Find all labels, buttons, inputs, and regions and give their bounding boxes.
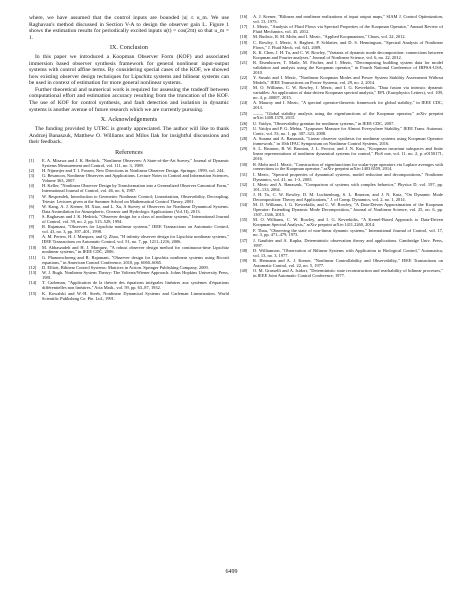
reference-text: D. Williamson, "Observation of Bilinear Systems with Application to Biological Control," Automatica, vol. 13, no. 3, 1977. (253, 247, 443, 258)
reference-item (29, 246, 229, 256)
reference-number: [2] (29, 167, 35, 173)
reference-text: M. O. Williams, I. G. Kevrekidis, and C. W. Rowley, "A Data-Driven Approximation of the Koopman Operator: Extending Dynamic Mode Decomposition," Journal of Nonlinear Science, vol. 25, no. 6, pp. 1307–1346, 2015. (253, 202, 443, 217)
reference-number: [5] (29, 193, 35, 199)
reference-number: [23] (240, 85, 248, 91)
reference-item (29, 184, 229, 194)
reference-item (240, 218, 443, 228)
reference-number: [8] (29, 224, 35, 230)
reference-text: I. Mezic, "Spectral properties of dynamical systems, model reduction and decompositions," Nonlinear Dynamics, vol. 41, no. 1-3, 2005. (253, 171, 443, 182)
reference-number: [11] (29, 254, 37, 260)
reference-text: M. Budisic, R. M. Mohr, and I. Mezic, "Applied Koopmanism," Chaos, vol. 22, 2012. (253, 34, 406, 40)
reference-item (240, 101, 443, 111)
reference-number: [40] (240, 268, 248, 274)
reference-text: R. Rajamani, "Observers for Lipschitz nonlinear systems," IEEE Transactions on Automatic Control, vol. 43, no. 3, pp. 397–401, 1998. (42, 224, 229, 235)
reference-text: J. H. Tu, C. W. Rowley, D. M. Luchtenburg, S. L. Brunton, and J. N. Kutz, "On Dynamic Mode Decomposition: Theory and Applications," J. of Comp. Dynamics, vol. 2, no. 1, 2014. (253, 192, 443, 202)
reference-text: U. Vaidya, "Observability gramian for nonlinear systems," in IEEE CDC, 2007. (253, 120, 395, 126)
reference-text: O. M. Grasselli and A. Isidori, "Deterministic state reconstruction and reachability of bilinear processes," in IEEE Joint Automatic Control Conference, 1977. (253, 268, 443, 279)
page-number: 6499 (225, 569, 238, 575)
reference-text: W. Respondek, Introduction to Geometric Nonlinear Control; Linearization, Observability, Decoupling. Trieste: Lectures given at the Summer School on Mathematical Control Theory, 2001. (42, 193, 229, 204)
reference-text: B. Eisenhower, T. Maile, M. Fischer, and I. Mezic, "Decomposing building system data for model validation and analysis using the Koopman operator," in Fourth National Conference of IBPSA-USA, 2010. (253, 60, 443, 75)
references-heading: References (115, 149, 143, 156)
reference-text: D. Elliott, Bilinear Control Systems: Matrices in Action. Springer Publishing Company, 2009. (42, 264, 209, 270)
reference-number: [17] (240, 24, 248, 30)
reference-number: [26] (240, 120, 248, 126)
reference-number: [25] (240, 110, 248, 116)
reference-number: [3] (29, 173, 35, 179)
reference-number: [39] (240, 258, 248, 264)
reference-text: I. Mezic, "Analysis of Fluid Flows via Spectral Properties of the Koopman Operator," Annual Review of Fluid Mechanics, vol. 45, 2012. (253, 24, 443, 35)
reference-number: [14] (29, 280, 37, 286)
reference-item (240, 147, 443, 162)
conclusion-paragraph-2: Further theoretical and numerical work is required for assessing the tradeoff between computational effort and estimation accuracy resulting from the truncation of the KOF. The use of KOF for control synthesis, and fault detection and isolation in dynamic systems is another avenue of future research which we are currently pursuing. (29, 86, 229, 113)
reference-item (240, 41, 443, 51)
reference-number: [29] (240, 146, 248, 152)
reference-number: [32] (240, 181, 248, 187)
reference-number: [30] (240, 161, 248, 167)
reference-number: [18] (240, 34, 248, 40)
reference-number: [21] (240, 60, 248, 66)
reference-text: U. Vaidya and P. G. Mehta, "Lyapunov Measure for Almost Everywhere Stability," IEEE Trans. Automat. Contr., vol. 53, no. 1, pp. 307–323, 2008. (253, 126, 443, 136)
reference-number: [19] (240, 39, 248, 45)
reference-number: [22] (240, 75, 248, 81)
reference-text: M. Abbaszadeh and H. J. Marquez, "A robust observer design method for continuous-time Lipschitz nonlinear systems," in IEEE CDC, 2006. (42, 244, 229, 255)
reference-text: M. O. Williams, C. W. Rowley, I. Mezic, and I. G. Kevrekidis, "Data fusion via intrinsic dynamic variables: An application of data-driven Koopman spectral analysis," EPL (Europhysics Letters), vol. 109, no. 4, p. 40007, 2015. (253, 85, 443, 101)
reference-item (240, 61, 443, 76)
reference-text: ——, "Global stability analysis using the eigenfunctions of the Koopman operator," arXiv preprint arXiv:1408.1379, 2015. (253, 110, 443, 121)
reference-text: S. Raghavan and J. K. Hedrick, "Observer design for a class of nonlinear systems," International Journal of Control, vol. 59, no. 2, pp. 515–528, 1994. (42, 214, 229, 224)
reference-number: [9] (29, 234, 35, 240)
references-list-right (240, 15, 443, 279)
reference-text: K. K. Chen, J. H. Tu, and C. W. Rowley, "Variants of dynamic mode decomposition: connections between Koopman and Fourier analyses," Journal of Nonlinear Science, vol. 6, no. 22, 2012. (253, 49, 443, 60)
reference-text: A. J. Krener, "Bilinear and nonlinear realizations of input output maps," SIAM J. Control Optimization, vol. 13, 1975. (253, 14, 443, 24)
reference-item (240, 229, 443, 239)
reference-text: H. Nijmeijer and T. I. Fossen, New Directions in Nonlinear Observer Design. Springer, 1999, vol. 244. (42, 167, 225, 173)
reference-text: R. Hermann and A. J. Krener, "Nonlinear Controllability and Observability," IEEE Transactions on Automatic Control, vol. 22, no. 5, 1977. (253, 258, 443, 268)
reference-item (240, 239, 443, 249)
reference-number: [34] (240, 202, 248, 208)
reference-number: [27] (240, 126, 248, 132)
reference-text: F. Thau, "Observing the state of non-linear dynamic systems," International Journal of Control, vol. 17, no. 3, pp. 471–479, 1973. (253, 227, 443, 238)
reference-number: [15] (29, 290, 37, 296)
reference-text: Y. Susuki and I. Mezic, "Nonlinear Koopman Modes and Power System Stability Assessment Without Models," IEEE Transactions on Power Systems, vol. 29, no. 2, 2014. (253, 75, 443, 85)
acknowledgements-text: The funding provided by UTRC is greatly appreciated. The author will like to thank Andrzej Banaszuk, Matthew O. Williams and Milos Ilak for insightful discussions and their feedback. (29, 126, 229, 146)
reference-number: [31] (240, 171, 248, 177)
reference-number: [28] (240, 136, 248, 142)
reference-text: W. Kang, A. J. Krener, M. Xiao, and L. Xu, A Survey of Observers for Nonlinear Dynamical Systems. Data Assimilation for Atmospheric, Oceanic and Hydrologic Applications (Vol. II), 2013. (42, 203, 229, 214)
references-list-left (29, 159, 229, 302)
reference-text: R. Mohr and I. Mezic, "Construction of eigenfunctions for scalar-type operators via Laplace averages with connections to the Koopman operator," arXiv preprint arXiv:1403.6559, 2014. (253, 161, 443, 172)
conclusion-paragraph-1: In this paper we introduced a Koopman Observer Form (KOF) and associated immersion based observer synthesis framework for general nonlinear input-output systems with control affine terms. By considering special cases of the KOF, we showed how existing observer design techniques for Lipschitz systems and bilinear systems can be used in context of estimation for more general nonlinear systems. (29, 54, 229, 87)
reference-number: [1] (29, 157, 35, 163)
reference-item (240, 173, 443, 183)
reference-item (29, 292, 229, 302)
reference-number: [33] (240, 192, 248, 198)
reference-item (240, 203, 443, 218)
reference-number: [38] (240, 247, 248, 253)
reference-text: A. Surana and A. Banaszuk, "Linear observer synthesis for nonlinear systems using Koopman Operator framework," in 10th IFAC Symposium on Nonlinear Control Systems, 2016. (253, 136, 443, 147)
reference-text: M. O. Williams, C. W. Rowley, and I. G. Kevrekidis, "A Kernel-Based Approach to Data-Driven Koopman Spectral Analysis," arXiv preprint arXiv:1411.2260, 2014. (253, 217, 443, 228)
reference-text: W. J. Rugh, Nonlinear System Theory: The Volterra/Wiener Approach. Johns Hopkins University Press, 1981. (42, 270, 229, 281)
reference-number: [35] (240, 217, 248, 223)
reference-text: A. M. Pertew, H. J. Marquez, and Q. Zhao, "H infinity observer design for Lipschitz nonlinear systems," IEEE Transactions on Automatic Control, vol. 51, no. 7, pp. 1211–1216, 2006. (42, 234, 229, 245)
reference-number: [10] (29, 244, 37, 250)
reference-item (240, 86, 443, 101)
reference-number: [24] (240, 100, 248, 106)
reference-text: G. Besancon, Nonlinear Observers and Applications. Lecture Notes in Control and Information Sciences, Volume 363, 2007. (42, 173, 229, 184)
reference-text: K. Kowalski and W.-H. Steeb, Nonlinear Dynamical Systems and Carleman Linearization. World Scientific Publishing Co. Pte. Ltd., 1991. (42, 290, 229, 301)
intro-paragraph: where, we have assumed that the control inputs are bounded |u| ≤ u_m. We use Raghavan's method discussed in Section V-A to design the observer gain L. Figure 1 shows the estimation results for periodically excited inputs u(t) = cos(2πt) so that u_m = 1. (29, 15, 229, 41)
left-column (29, 15, 229, 302)
acknowledgements-heading: X. Acknowledgements (100, 117, 158, 124)
reference-number: [6] (29, 203, 35, 209)
reference-text: J. Gauthier and A. Kupka, Deterministic observation theory and applications. Cambridge Univ. Press, 1997. (253, 237, 443, 248)
reference-number: [7] (29, 214, 35, 219)
reference-item (29, 235, 229, 245)
reference-text: C. Rowley, I. Mezic, S. Bagheri, P. Schlatter, and D. S. Henningson, "Spectral Analysis of Nonlinear Flows," J. Fluid Mech, vol. 641, 2009. (253, 39, 443, 50)
reference-item (240, 163, 443, 173)
reference-number: [13] (29, 270, 37, 276)
reference-text: T. Carleman, "Application de la théorie des équations intégrales linéaires aux systèmes d'équations différentielles non linéaires," Acta Math., vol. 59, pp. 63–87, 1932. (42, 280, 229, 291)
reference-item (240, 112, 443, 122)
reference-number: [20] (240, 49, 248, 55)
right-column (240, 15, 443, 279)
reference-item (29, 281, 229, 291)
reference-number: [4] (29, 183, 35, 189)
reference-number: [36] (240, 227, 248, 233)
reference-item (29, 195, 229, 205)
conclusion-heading: IX. Conclusion (109, 45, 149, 52)
reference-text: I. Mezic and A. Banaszuk, "Comparison of systems with complex behavior," Physica D, vol. 197, pp. 101–133, 2004. (253, 181, 443, 192)
reference-number: [37] (240, 237, 248, 243)
reference-number: [16] (240, 14, 248, 19)
reference-text: G. Phanomchoeng and R. Rajamani, "Observer design for Lipschitz nonlinear systems using Riccati equations," in American Control Conference, 2010, pp. 6060–6065. (42, 254, 229, 265)
reference-number: [12] (29, 264, 37, 270)
reference-text: A. Mauroy and I. Mezic, "A spectral operator-theoretic framework for global stability," in IEEE CDC, 2013. (253, 100, 443, 111)
reference-item (240, 269, 443, 279)
reference-text: S. L. Brunton, B. W. Brunton, J. L. Proctor, and J. N. Kutz, "Koopman invariant subspaces and finite linear representations of nonlinear dynamical systems for control," PloS one, vol. 11, no. 2, p. e0150171, 2016. (253, 146, 443, 162)
reference-text: H. Keller, "Nonlinear Observer Design by Transformation into a Generalized Observer Canonical Form," International Journal of Control, vol. 46, no. 6, 1987. (42, 183, 229, 194)
reference-text: E. A. Misawa and J. K. Hedrick, "Nonlinear Observers: A State-of-the-Art Survey," Journal of Dynamic Systems Measurement and Control, vol. 111, no. 3, 1989. (42, 157, 229, 168)
